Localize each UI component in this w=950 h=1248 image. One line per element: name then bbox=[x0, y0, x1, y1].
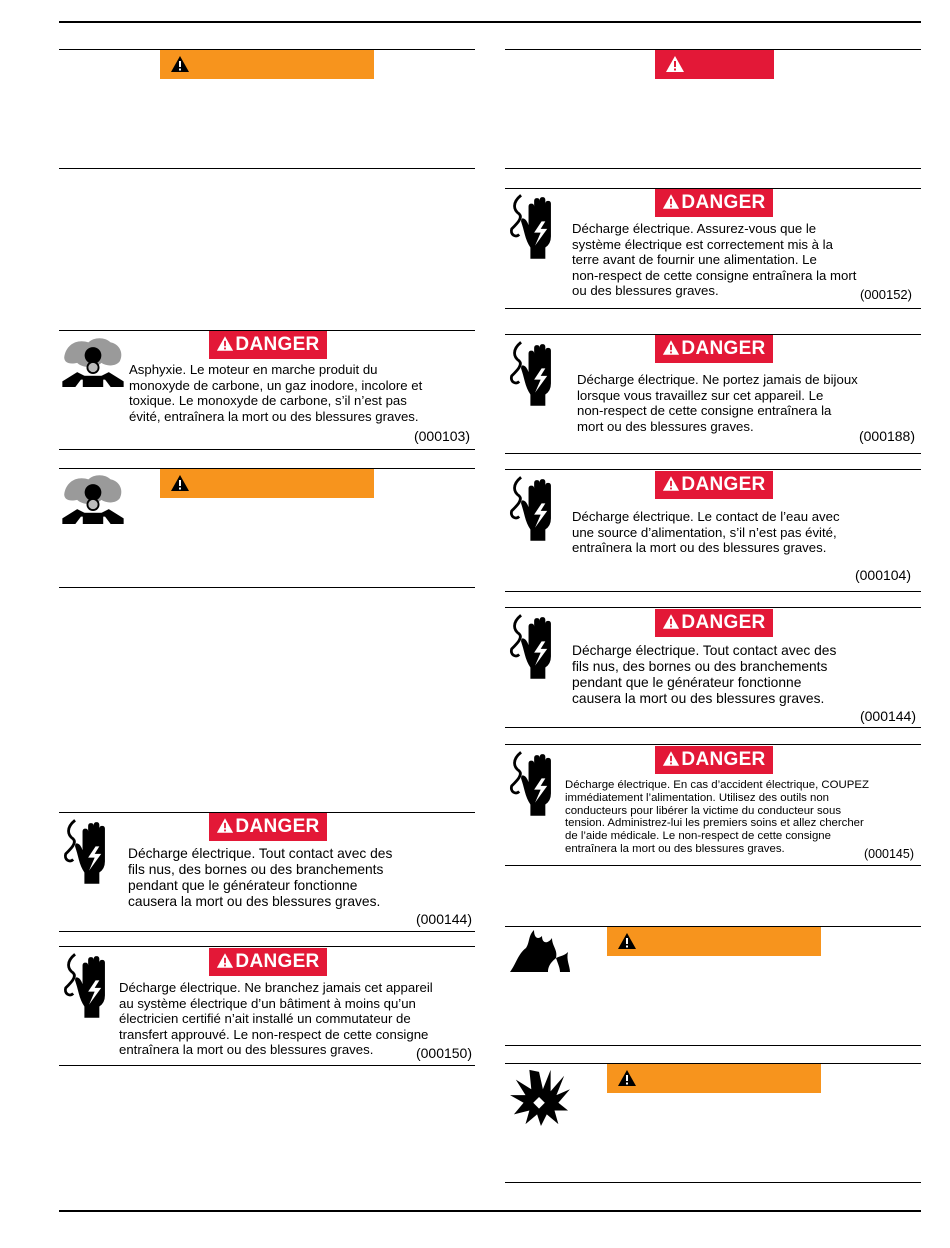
danger-150-message: Décharge électrique. Ne branchez jamais cet appareil au système électrique d’un bâtiment à moins qu’un électricien certifié n’ait installé un commutateur de transfert approuvé. Le non-respect de cette consigne entraînera la mort ou des blessures graves. bbox=[119, 980, 433, 1057]
alert-triangle-icon bbox=[170, 55, 190, 73]
alert-triangle-icon bbox=[662, 750, 680, 767]
danger-label bbox=[209, 331, 327, 359]
alert-triangle-icon bbox=[662, 339, 680, 356]
page-top-rule bbox=[59, 21, 921, 23]
danger-label-text: DANGER bbox=[235, 816, 320, 837]
right-rule-12 bbox=[505, 865, 921, 866]
right-rule-7 bbox=[505, 469, 921, 470]
danger-188-code: (000188) bbox=[858, 428, 915, 444]
toxic-fumes-icon bbox=[62, 472, 124, 524]
toxic-fumes-icon bbox=[62, 335, 124, 387]
danger-label-text: DANGER bbox=[681, 474, 766, 495]
danger-label-text: DANGER bbox=[681, 612, 766, 633]
danger-label bbox=[655, 746, 773, 774]
danger-label-text: DANGER bbox=[681, 749, 766, 770]
danger-label-text: DANGER bbox=[235, 334, 320, 355]
explosion-icon bbox=[510, 1068, 570, 1126]
warning-signal-word bbox=[607, 927, 821, 956]
alert-triangle-icon bbox=[617, 1069, 637, 1087]
electric-shock-hand-icon bbox=[508, 340, 564, 408]
left-rule-9 bbox=[59, 946, 475, 947]
electric-shock-hand-icon bbox=[508, 750, 564, 818]
danger-104-message: Décharge électrique. Le contact de l’eau avec une source d’alimentation, s’il n’est pas évité, entraînera la mort ou des blessures graves. bbox=[572, 509, 840, 555]
electric-shock-hand-icon bbox=[508, 613, 564, 681]
right-rule-14 bbox=[505, 1045, 921, 1046]
left-rule-8 bbox=[59, 931, 475, 932]
danger-co-message: Asphyxie. Le moteur en marche produit du monoxyde de carbone, un gaz inodore, incolore et toxique. Le monoxyde de carbone, s’il n’est pas évité, entraînera la mort ou des blessures graves. bbox=[129, 362, 423, 424]
right-rule-9 bbox=[505, 607, 921, 608]
page-bottom-rule bbox=[59, 1210, 921, 1212]
danger-label bbox=[655, 189, 773, 217]
danger-co-code: (000103) bbox=[413, 428, 470, 444]
electric-shock-hand-icon bbox=[508, 475, 564, 543]
danger-104-code: (000104) bbox=[854, 567, 911, 583]
danger-144b-code: (000144) bbox=[859, 708, 916, 724]
warning-signal-word bbox=[160, 50, 374, 79]
alert-triangle-icon bbox=[617, 932, 637, 950]
electric-shock-hand-icon bbox=[62, 952, 118, 1020]
left-rule-2 bbox=[59, 168, 475, 169]
danger-label bbox=[209, 813, 327, 841]
alert-triangle-icon bbox=[662, 193, 680, 210]
alert-triangle-icon bbox=[216, 952, 234, 969]
danger-label bbox=[655, 609, 773, 637]
danger-label bbox=[655, 335, 773, 363]
danger-188-message: Décharge électrique. Ne portez jamais de bijoux lorsque vous travaillez sur cet appareil. Le non-respect de cette consigne entraînera la mort ou des blessures graves. bbox=[577, 372, 858, 434]
electric-shock-hand-icon bbox=[508, 193, 564, 261]
warning-signal-word bbox=[607, 1064, 821, 1093]
alert-triangle-icon bbox=[662, 475, 680, 492]
right-rule-8 bbox=[505, 591, 921, 592]
electric-shock-hand-icon bbox=[62, 818, 118, 886]
danger-150-code: (000150) bbox=[415, 1045, 472, 1061]
right-rule-4 bbox=[505, 308, 921, 309]
left-rule-10 bbox=[59, 1065, 475, 1066]
right-rule-11 bbox=[505, 744, 921, 745]
danger-144b-message: Décharge électrique. Tout contact avec des fils nus, des bornes ou des branchements pendant que le générateur fonctionne causera la mort ou des blessures graves. bbox=[572, 643, 837, 706]
danger-label bbox=[655, 471, 773, 499]
danger-144-message: Décharge électrique. Tout contact avec des fils nus, des bornes ou des branchements pendant que le générateur fonctionne causera la mort ou des blessures graves. bbox=[128, 846, 393, 909]
right-rule-10 bbox=[505, 727, 921, 728]
alert-triangle-icon bbox=[216, 817, 234, 834]
right-rule-16 bbox=[505, 1182, 921, 1183]
left-rule-6 bbox=[59, 587, 475, 588]
alert-triangle-icon bbox=[170, 474, 190, 492]
right-rule-2 bbox=[505, 168, 921, 169]
left-rule-4 bbox=[59, 449, 475, 450]
danger-label-text: DANGER bbox=[681, 338, 766, 359]
right-rule-6 bbox=[505, 453, 921, 454]
alert-triangle-icon bbox=[662, 613, 680, 630]
warning-signal-word bbox=[160, 469, 374, 498]
danger-145-message: Décharge électrique. En cas d’accident électrique, COUPEZ immédiatement l’alimentation. Utilisez des outils non conducteurs pour libérer la victime du conducteur sous tension. Administrez-lui les premiers soins et allez chercher de l’aide médicale. Le non-respect de cette consigne entraînera la mort ou des blessures graves. bbox=[565, 779, 869, 855]
danger-152-code: (000152) bbox=[859, 287, 912, 302]
danger-145-code: (000145) bbox=[863, 847, 914, 861]
alert-triangle-icon bbox=[216, 335, 234, 352]
alert-triangle-icon bbox=[665, 55, 685, 73]
danger-152-message: Décharge électrique. Assurez-vous que le système électrique est correctement mis à la terre avant de fournir une alimentation. Le non-respect de cette consigne entraînera la mort ou des blessures graves. bbox=[572, 221, 857, 298]
danger-signal-word bbox=[655, 50, 774, 79]
danger-label-text: DANGER bbox=[235, 951, 320, 972]
danger-label-text: DANGER bbox=[681, 192, 766, 213]
danger-label bbox=[209, 948, 327, 976]
fire-icon bbox=[508, 928, 572, 974]
danger-144-code: (000144) bbox=[415, 911, 472, 927]
